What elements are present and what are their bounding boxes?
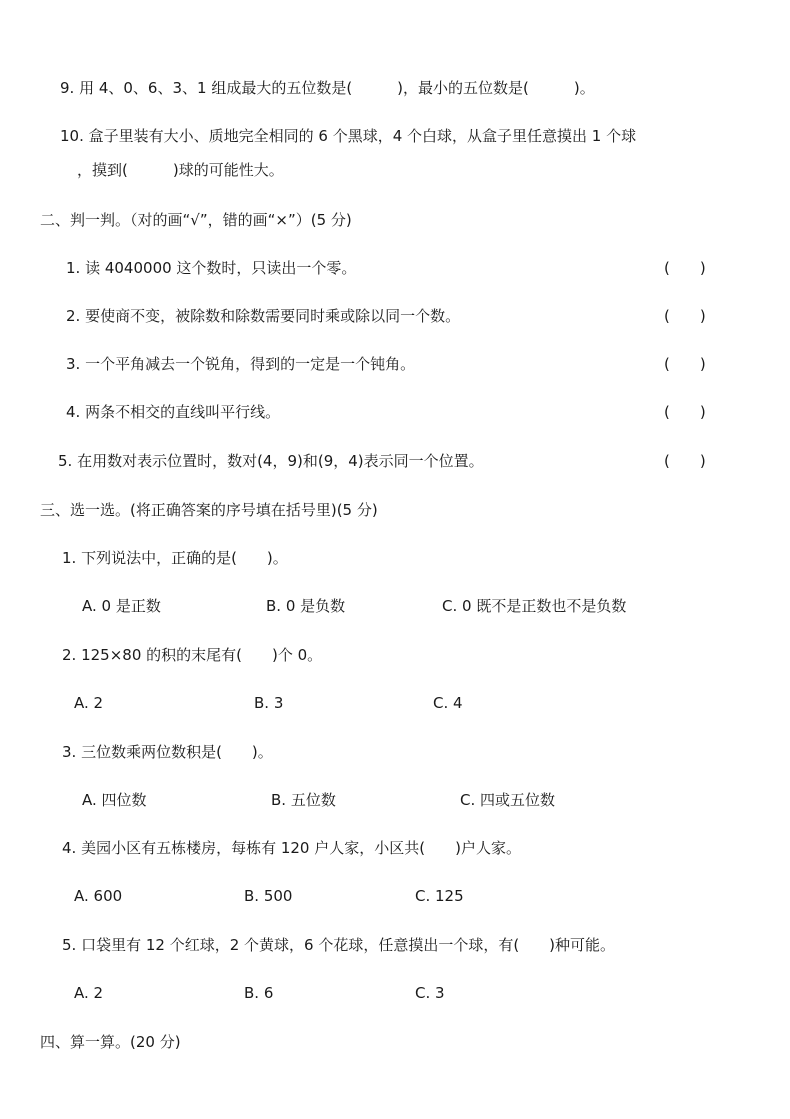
- judge-answer-4[interactable]: ( ): [664, 403, 706, 421]
- choice-4-option-c[interactable]: C. 125: [415, 887, 464, 905]
- choice-5-option-b[interactable]: B. 6: [244, 984, 274, 1002]
- judge-item-3: 3. 一个平角减去一个锐角，得到的一定是一个钝角。: [66, 355, 416, 373]
- choice-5-option-c[interactable]: C. 3: [415, 984, 445, 1002]
- choice-2-option-a[interactable]: A. 2: [74, 694, 104, 712]
- judge-answer-3[interactable]: ( ): [664, 355, 706, 373]
- choice-3-option-c[interactable]: C. 四或五位数: [460, 791, 556, 809]
- section-4-heading: 四、算一算。(20 分): [40, 1033, 181, 1051]
- choice-3-option-b[interactable]: B. 五位数: [271, 791, 336, 809]
- choice-question-4: 4. 美园小区有五栋楼房，每栋有 120 户人家，小区共( )户人家。: [62, 839, 521, 857]
- choice-1-option-a[interactable]: A. 0 是正数: [82, 597, 161, 615]
- choice-5-option-a[interactable]: A. 2: [74, 984, 104, 1002]
- choice-1-option-b[interactable]: B. 0 是负数: [266, 597, 346, 615]
- judge-answer-1[interactable]: ( ): [664, 259, 706, 277]
- question-9: 9. 用 4、0、6、3、1 组成最大的五位数是( )，最小的五位数是( )。: [60, 79, 595, 97]
- choice-question-2: 2. 125×80 的积的末尾有( )个 0。: [62, 646, 323, 664]
- judge-item-1: 1. 读 4040000 这个数时，只读出一个零。: [66, 259, 357, 277]
- judge-item-4: 4. 两条不相交的直线叫平行线。: [66, 403, 281, 421]
- section-3-heading: 三、选一选。(将正确答案的序号填在括号里)(5 分): [40, 501, 378, 519]
- judge-answer-5[interactable]: ( ): [664, 452, 706, 470]
- choice-4-option-b[interactable]: B. 500: [244, 887, 293, 905]
- choice-3-option-a[interactable]: A. 四位数: [82, 791, 147, 809]
- judge-item-2: 2. 要使商不变，被除数和除数需要同时乘或除以同一个数。: [66, 307, 461, 325]
- question-10-line-2: ，摸到( )球的可能性大。: [77, 161, 284, 179]
- choice-question-1: 1. 下列说法中，正确的是( )。: [62, 549, 288, 567]
- choice-2-option-b[interactable]: B. 3: [254, 694, 284, 712]
- question-10-line-1: 10. 盒子里装有大小、质地完全相同的 6 个黑球，4 个白球，从盒子里任意摸出 1 个球: [60, 127, 637, 145]
- judge-item-5: 5. 在用数对表示位置时，数对(4，9)和(9，4)表示同一个位置。: [58, 452, 484, 470]
- section-2-heading: 二、判一判。（对的画“√”，错的画“×”）(5 分): [40, 211, 352, 229]
- judge-answer-2[interactable]: ( ): [664, 307, 706, 325]
- choice-question-5: 5. 口袋里有 12 个红球，2 个黄球，6 个花球，任意摸出一个球，有( )种可能。: [62, 936, 616, 954]
- choice-4-option-a[interactable]: A. 600: [74, 887, 123, 905]
- choice-1-option-c[interactable]: C. 0 既不是正数也不是负数: [442, 597, 627, 615]
- choice-2-option-c[interactable]: C. 4: [433, 694, 463, 712]
- choice-question-3: 3. 三位数乘两位数积是( )。: [62, 743, 273, 761]
